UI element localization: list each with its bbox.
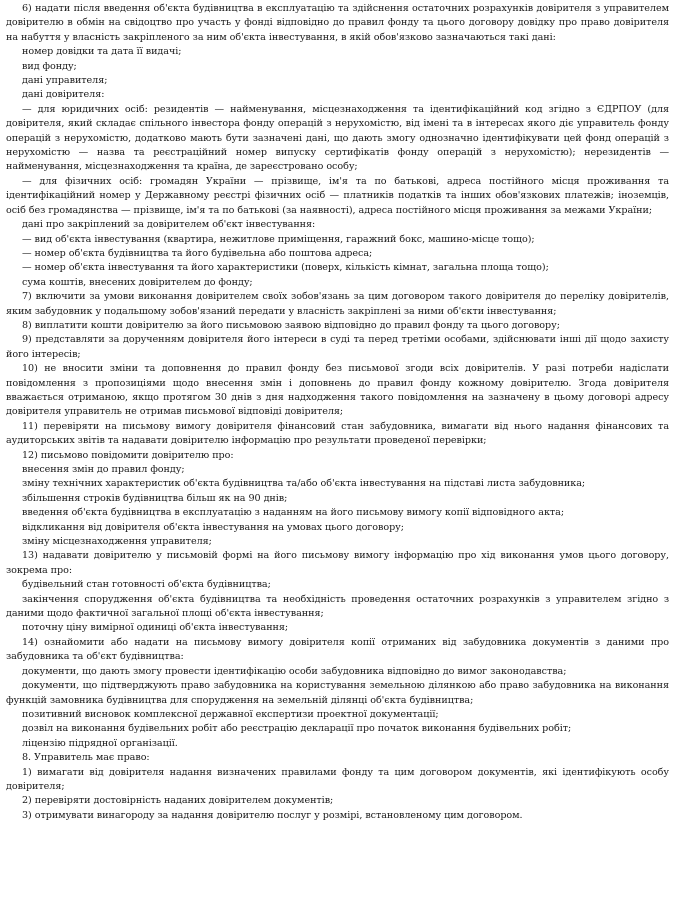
paragraph-right-2: 2) перевіряти достовірність наданих довірителем документів;: [22, 795, 334, 807]
paragraph-item-9: 9) представляти за дорученням довірителя його інтереси в суді та перед третіми особами, здійснювати інші дії щодо захисту його інтересів;: [6, 334, 669, 360]
list-item-construction-permit: дозвіл на виконання будівельних робіт або реєстрацію декларації про початок виконання будівельних робіт;: [22, 723, 572, 735]
paragraph-item-14: 14) ознайомити або надати на письмову вимогу довірителя копії отриманих від забудовника документів з даними про забудовника та об'єкт будівництва:: [6, 636, 669, 663]
list-item-building-number: — номер об'єкта будівництва та його будівельна або поштова адреса;: [22, 247, 373, 259]
paragraph-item-11: 11) перевіряти на письмову вимогу довірителя фінансовий стан забудовника, вимагати від нього надання фінансових та аудиторських звітів та надавати довірителю інформацію про результати проведеної перевірки;: [6, 420, 669, 447]
list-item-manager-address: зміну місцезнаходження управителя;: [22, 536, 212, 548]
list-item-rules-changes: внесення змін до правил фонду;: [22, 464, 185, 475]
list-item-current-price: поточну ціну вимірної одиниці об'єкта інвестування;: [22, 622, 289, 634]
list-item-fund-type: вид фонду;: [22, 60, 77, 72]
list-item-commissioning: введення об'єкта будівництва в експлуатацію з наданням на його письмову вимогу копії відповідного акта;: [22, 507, 564, 519]
paragraph-natural-persons: — для фізичних осіб: громадян України — прізвище, ім'я та по батькові, адреса постійного місця проживання та ідентифікаційний номер у Державному реєстрі фізичних осіб — платників податків та інших обов'язкових платежів; іноземців, осіб без громадянства — прізвище, ім'я та по батькові (за наявності), адреса постійного місця проживання за межами України;: [6, 175, 669, 216]
list-item-object-type: — вид об'єкта інвестування (квартира, нежитлове приміщення, гаражний бокс, машино-місце тощо);: [22, 233, 535, 245]
list-item-term-extension: збільшення строків будівництва більш як на 90 днів;: [22, 492, 288, 504]
list-item-construction-state: будівельний стан готовності об'єкта будівництва;: [22, 579, 271, 591]
list-item-manager-data: дані управителя;: [22, 75, 108, 87]
list-item-construction-completion: закінчення спорудження об'єкта будівництва та необхідність проведення остаточних розрахунків з управителем згідно з даними щодо фактичної загальної площі об'єкта інвестування;: [6, 593, 669, 620]
section-heading-manager-rights: 8. Управитель має право:: [22, 752, 150, 764]
list-item-contractor-license: ліцензію підрядної організації.: [22, 737, 178, 749]
list-item-identification-docs: документи, що дають змогу провести ідентифікацію особи забудовника відповідно до вимог законодавства;: [22, 665, 567, 677]
list-item-tech-changes: зміну технічних характеристик об'єкта будівництва та/або об'єкта інвестування на підставі листа забудовника;: [22, 478, 586, 490]
list-item-certificate-number: номер довідки та дата її видачі;: [22, 46, 182, 58]
list-item-investment-object: дані про закріплений за довірителем об'єкт інвестування:: [22, 219, 316, 231]
paragraph-item-7: 7) включити за умови виконання довірителем своїх зобов'язань за цим договором такого довірителя до переліку довірителів, яким забудовник у подальшому зобов'язаний передати у власність закріплені за ними об'єкти інвестування;: [6, 291, 669, 317]
paragraph-item-10: 10) не вносити зміни та доповнення до правил фонду без письмової згоди всіх довірителів. У разі потреби надіслати повідомлення з пропозиціями щодо внесення змін і доповнень до правил фонду кожному довірителю. Згода довірителя вважається отриманою, якщо протягом 30 днів з дня надходження такого повідомлення на зазначену в цьому договорі адресу довірителя управитель не отримав письмової відповіді довірителя;: [6, 363, 669, 418]
paragraph-item-13: 13) надавати довірителю у письмовій формі на його письмову вимогу інформацію про хід виконання умов цього договору, зокрема про:: [6, 550, 669, 576]
paragraph-item-12: 12) письмово повідомити довірителю про:: [22, 449, 234, 461]
list-item-land-rights-docs: документи, що підтверджують право забудовника на користування земельною ділянкою або право забудовника на виконання функцій замовника будівництва для спорудження на земельній ділянці об'єкта будівництва;: [6, 680, 669, 706]
paragraph-right-3: 3) отримувати винагороду за надання довірителю послуг у розмірі, встановленому цим договором.: [22, 809, 523, 821]
list-item-object-number: — номер об'єкта інвестування та його характеристики (поверх, кількість кімнат, загальна площа тощо);: [22, 262, 549, 274]
list-item-trustor-data: дані довірителя:: [22, 89, 105, 101]
paragraph-right-1: 1) вимагати від довірителя надання визначених правилами фонду та цим договором документів, які ідентифікують особу довірителя;: [6, 766, 669, 792]
list-item-object-recall: відкликання від довірителя об'єкта інвестування на умовах цього договору;: [22, 521, 404, 533]
list-item-funds-sum: сума коштів, внесених довірителем до фонду;: [22, 276, 253, 288]
paragraph-legal-entities: — для юридичних осіб: резидентів — найменування, місцезнаходження та ідентифікаційний код згідно з ЄДРПОУ (для довірителя, який складає спільного інвестора фонду операцій з нерухомістю, від імені та в інтересах якого діє управитель фонду операцій з нерухомістю, додатково мають бути зазначені дані, що дають змогу однозначно ідентифікувати цей фонд операцій з нерухомістю — назва та реєстраційний номер випуску сертифікатів фонду операцій з нерухомістю); нерезидентів — найменування, місцезнаходження та країна, де зареєстровано особу;: [6, 103, 669, 173]
paragraph-item-8: 8) виплатити кошти довірителю за його письмовою заявою відповідно до правил фонду та цього договору;: [22, 319, 560, 331]
paragraph-item-6: 6) надати після введення об'єкта будівництва в експлуатацію та здійснення остаточних розрахунків довірителя з управителем довірителю в обмін на свідоцтво про участь у фонді відповідно до правил фонду та цього договору довідку про право довірителя на набуття у власність закріпленого за ним об'єкта інвестування, в якій обов'язково зазначаються такі дані:: [6, 3, 669, 43]
list-item-expertise-conclusion: позитивний висновок комплексної державної експертизи проектної документації;: [22, 708, 439, 720]
